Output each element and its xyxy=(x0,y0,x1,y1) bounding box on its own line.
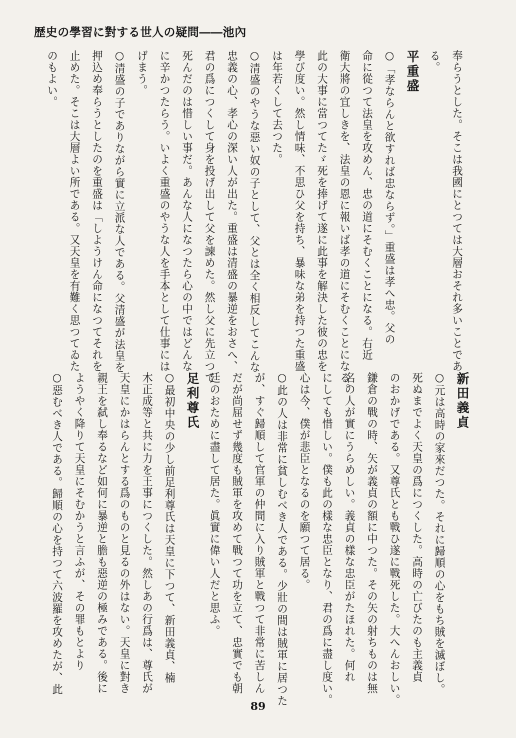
text-column: 心は今、僕が悲臣となるのを願つて居る。 xyxy=(298,372,311,591)
text-column: 命に從つて法皇を攻めん、忠の道にそむくことになる。右近 xyxy=(361,50,373,361)
text-column: ○元は高時の家來だつた。それに歸順の心をもち賊を滅ぼし。 xyxy=(433,372,446,696)
text-column: 名の人が實にうらめしい。義貞の樣な忠臣がたほれた。何れ xyxy=(343,372,356,683)
text-column: は年若くして去つた。 xyxy=(271,50,283,165)
heading-taira-shigemori: 平重盛 xyxy=(405,50,420,94)
page-number: 89 xyxy=(250,700,266,713)
text-column: ○惡むべき人である。歸順の心を持つて六波羅を攻めたが、此 xyxy=(51,372,63,696)
text-column: 此の大事に當つてたゞ死を捧げて遂に此事を解決した彼の忠を xyxy=(316,50,328,372)
text-column: 死んだのは惜しい事だ。あんな人になつたら心の中ではどんな xyxy=(181,50,193,372)
text-column: ようやく降りて天皇にそむかうと言ふが、その罪もとより xyxy=(73,372,86,671)
text-column: 押込め奉らうとしたのを重盛は「しようけん命になつてそれを xyxy=(91,50,103,372)
text-column: ○清盛の子でありながら實に立派な人である。父清盛が法皇を xyxy=(113,50,126,374)
text-column: 死ぬまでよく天皇の爲につくした。高時の亡びたのも主義貞 xyxy=(411,372,423,683)
text-column: のもよい。 xyxy=(46,50,58,108)
heading-nitta-yoshisada: 新田義貞 xyxy=(455,372,470,430)
text-column: ○此の人は非常に貧しむべき人である。少壯の間は賊軍に居つた xyxy=(276,372,288,707)
text-column: が、すぐ歸順して官軍の仲間に入り賊軍と戰つて非常に苦しん xyxy=(253,372,266,694)
text-column: ○最初中央の少し前足利尊氏は天皇に下つて、新田義貞、楠 xyxy=(163,372,176,684)
text-column: る。 xyxy=(428,50,441,73)
text-column: 鎌倉の戰の時、矢が義貞の額に中つた。その矢の射ちものは無 xyxy=(366,372,378,694)
text-column: 學び度い。然し情味、不思ひ父を持ち、暴味な弟を持つた重盛 xyxy=(293,50,306,372)
text-column: のおかげである。又尊氏とも戰ひ遂に戰死した。大へんおしい。 xyxy=(388,372,401,706)
text-column: にしても惜しい。僕も此の樣な忠臣となり、君の爲に盡し度い。 xyxy=(321,372,333,706)
text-column: げまう。 xyxy=(136,50,148,96)
section-top xyxy=(46,50,468,395)
text-column: ○「孝ならんと欲すれば忠ならず。」重盛は孝へ忠。父の xyxy=(383,50,396,346)
text-column: だが尚屈せず幾度も賊軍を攻めて戰つて功を立て、忠實でも朝 xyxy=(231,372,243,694)
text-column: 廷のおために盡して居た。眞實に偉い人だと思ふ。 xyxy=(208,372,221,637)
text-column: 君の爲につくして身を投げ出して父を諫めた。然し父に先立つて xyxy=(203,50,216,384)
running-header: 歴史の學習に對する世人の疑問――池內 xyxy=(34,25,247,39)
text-column: に辛かつたらう。いよく重盛のやうな人を手本として仕事には xyxy=(158,50,171,372)
text-column: 木正成等と共に力を王事につくした。然しあの行爲は、尊氏が xyxy=(141,372,153,694)
text-column: 奉らうとした。そこは我國にとつては大層おそれ多いことであ xyxy=(451,50,463,372)
text-column: 親王を弑し奉るなど如何に暴逆と膽も惡逆の極みである。後に xyxy=(96,372,108,694)
text-column: 天皇にかはらんとする爲のものと見るの外はない。天皇に對き xyxy=(118,372,131,694)
heading-ashikaga-takauji: 足利尊氏 xyxy=(185,372,200,430)
text-column: 忠義の心、孝心の深い人が出た。重盛は清盛の暴逆をおさへ、 xyxy=(226,50,238,372)
text-column: 止めた。そこは大層よい所である。又天皇を有難く思つてゐた xyxy=(68,50,81,372)
text-column: ○清盛のやうな惡い奴の子として、父とは全く相反してこんな xyxy=(248,50,261,374)
text-column: 衛大將の宜しきを、法皇の恩に報いば孝の道にそむくことになる。 xyxy=(338,50,351,395)
